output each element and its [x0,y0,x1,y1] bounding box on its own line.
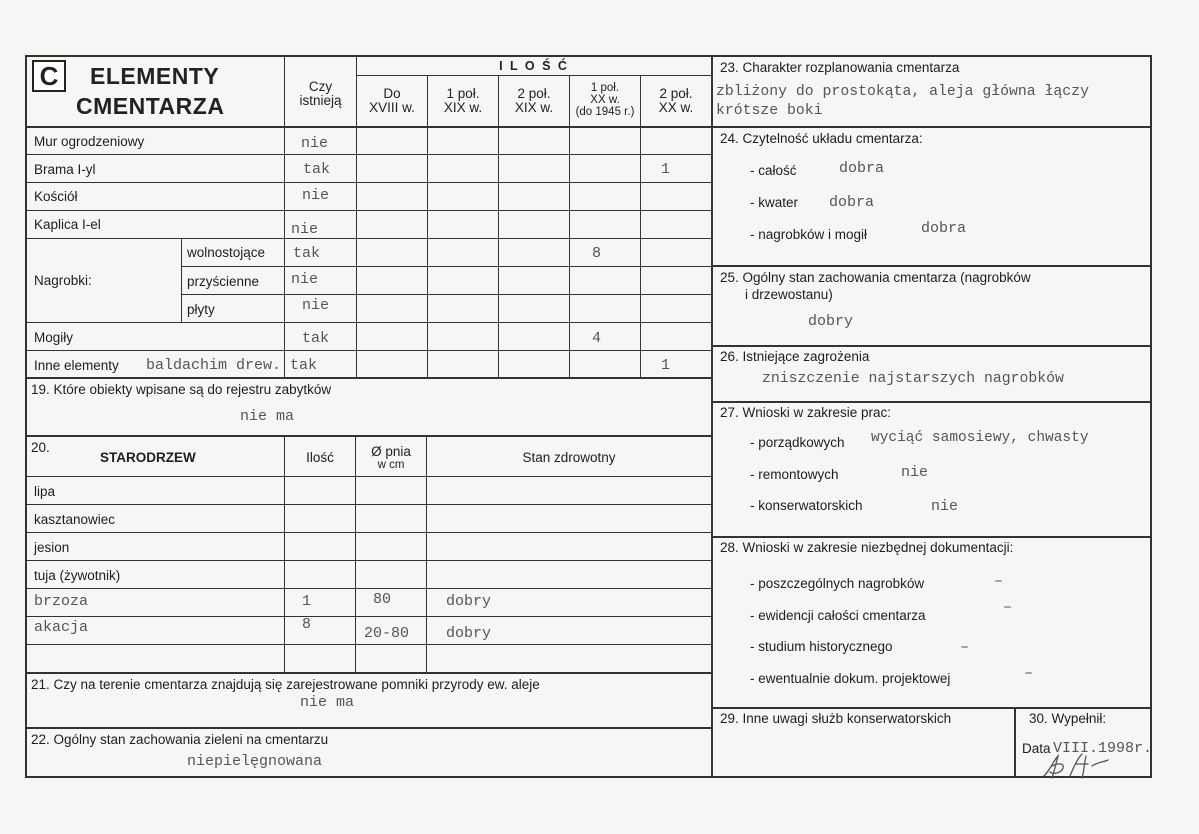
row-count-mogily: 4 [592,330,602,347]
q28-item-nagrobkow: - poszczególnych nagrobków [750,576,925,591]
q27-item-porzadkowych: - porządkowych [750,435,845,450]
q20-col-health: Stan zdrowotny [522,450,616,465]
tree-name-kasztanowiec: kasztanowiec [34,512,116,527]
q20-col-count: Ilość [306,450,334,465]
tree-diameter-brzoza: 80 [373,591,392,608]
tree-name-tuja: tuja (żywotnik) [34,568,121,583]
col-header-2-xx: 2 poł. XX w. [658,86,694,116]
q24-value-nagrobkow: dobra [921,220,967,237]
tree-name-brzoza: brzoza [34,593,89,610]
q28-value-nagrobkow: – [994,573,1004,590]
q23-answer-line2: krótsze boki [716,103,823,119]
q25-label-line1: 25. Ogólny stan zachowania cmentarza (nagrobków [720,270,1031,285]
row-label-kosciol: Kościół [34,189,78,204]
q30-date-label: Data [1022,741,1051,756]
q21-answer: nie ma [300,694,355,711]
col-header-2-xix: 2 poł. XIX w. [514,86,554,116]
section-badge: C [32,60,66,92]
q24-item-kwater: - kwater [750,195,799,210]
signature-mark [1040,752,1110,780]
q24-value-calosc: dobra [839,160,885,177]
q20-number: 20. [31,440,50,455]
col-exists-header: Czy istnieją [299,79,342,109]
row-exists-kaplica: nie [291,221,319,238]
q28-value-studium: – [960,639,970,656]
row-exists-przyscienne: nie [291,271,319,288]
q27-value-konserwatorskich: nie [931,498,959,515]
tree-diameter-akacja: 20-80 [364,625,410,642]
q29-label: 29. Inne uwagi służb konserwatorskich [720,711,952,726]
ilosc-header: I L O Ś Ć [499,59,569,73]
q21-label: 21. Czy na terenie cmentarza znajdują się zarejestrowane pomniki przyrody ew. aleje [31,677,540,692]
q24-value-kwater: dobra [829,194,875,211]
q20-col-diameter: Ø pnia w cm [371,444,411,472]
row-label-kaplica: Kaplica I-el [34,217,101,232]
q24-item-nagrobkow: - nagrobków i mogił [750,227,868,242]
q28-item-projektowej: - ewentualnie dokum. projektowej [750,671,951,686]
tree-health-brzoza: dobry [446,593,492,610]
q24-item-calosc: - całość [750,163,797,178]
tree-name-jesion: jesion [34,540,70,555]
q26-answer: zniszczenie najstarszych nagrobków [762,371,1064,387]
row-count-wolnostojace: 8 [592,245,602,262]
q28-label: 28. Wnioski w zakresie niezbędnej dokumentacji: [720,540,1014,555]
q23-label: 23. Charakter rozplanowania cmentarza [720,60,960,75]
q26-label: 26. Istniejące zagrożenia [720,349,870,364]
col-header-xviii: Do XVIII w. [369,86,415,116]
row-label-inne: Inne elementy [34,358,119,373]
q30-date-value: VIII.1998r. [1053,740,1153,757]
col-header-1-xx: 1 poł. XX w. (do 1945 r.) [575,82,635,119]
q25-answer: dobry [808,313,854,330]
row-exists-mogily: tak [302,330,330,347]
q22-label: 22. Ogólny stan zachowania zieleni na cmentarzu [31,732,329,747]
row-label-wolnostojace: wolnostojące [187,245,266,260]
q20-title: STARODRZEW [100,450,196,465]
row-exists-mur: nie [301,135,329,152]
row-label-mogily: Mogiły [34,330,74,345]
tree-name-akacja: akacja [34,619,89,636]
row-count-brama: 1 [661,161,671,178]
row-exists-inne: baldachim drew. tak [146,357,318,374]
section-title-line2: CMENTARZA [76,93,225,119]
row-label-plyty: płyty [187,302,215,317]
q28-item-ewidencji: - ewidencji całości cmentarza [750,608,926,623]
row-exists-kosciol: nie [302,187,330,204]
q23-answer-line1: zbliżony do prostokąta, aleja główna łączy [716,84,1089,100]
tree-count-akacja: 8 [302,616,312,633]
row-exists-plyty: nie [302,297,330,314]
row-label-brama: Brama I-yl [34,162,96,177]
q25-label-line2: i drzewostanu) [745,287,833,302]
q19-answer: nie ma [240,408,295,425]
tree-count-brzoza: 1 [302,593,312,610]
row-exists-brama: tak [303,161,331,178]
q28-value-projektowej: – [1024,665,1034,682]
q27-item-konserwatorskich: - konserwatorskich [750,498,863,513]
tree-health-akacja: dobry [446,625,492,642]
nagrobki-group-label: Nagrobki: [34,273,92,288]
section-title-line1: ELEMENTY [90,63,220,89]
q24-label: 24. Czytelność układu cmentarza: [720,131,923,146]
q27-value-porzadkowych: wyciąć samosiewy, chwasty [871,430,1089,446]
q27-label: 27. Wnioski w zakresie prac: [720,405,892,420]
q19-label: 19. Które obiekty wpisane są do rejestru zabytków [31,382,332,397]
col-header-1-xix: 1 poł. XIX w. [443,86,483,116]
row-label-mur: Mur ogrodzeniowy [34,134,145,149]
q22-answer: niepielęgnowana [187,753,323,770]
row-label-przyscienne: przyścienne [187,274,260,289]
q28-value-ewidencji: – [1003,599,1013,616]
row-count-inne: 1 [661,357,671,374]
tree-name-lipa: lipa [34,484,56,499]
q27-item-remontowych: - remontowych [750,467,839,482]
q27-value-remontowych: nie [901,464,929,481]
q30-label: 30. Wypełnił: [1029,711,1107,726]
row-exists-wolnostojace: tak [293,245,321,262]
q28-item-studium: - studium historycznego [750,639,893,654]
